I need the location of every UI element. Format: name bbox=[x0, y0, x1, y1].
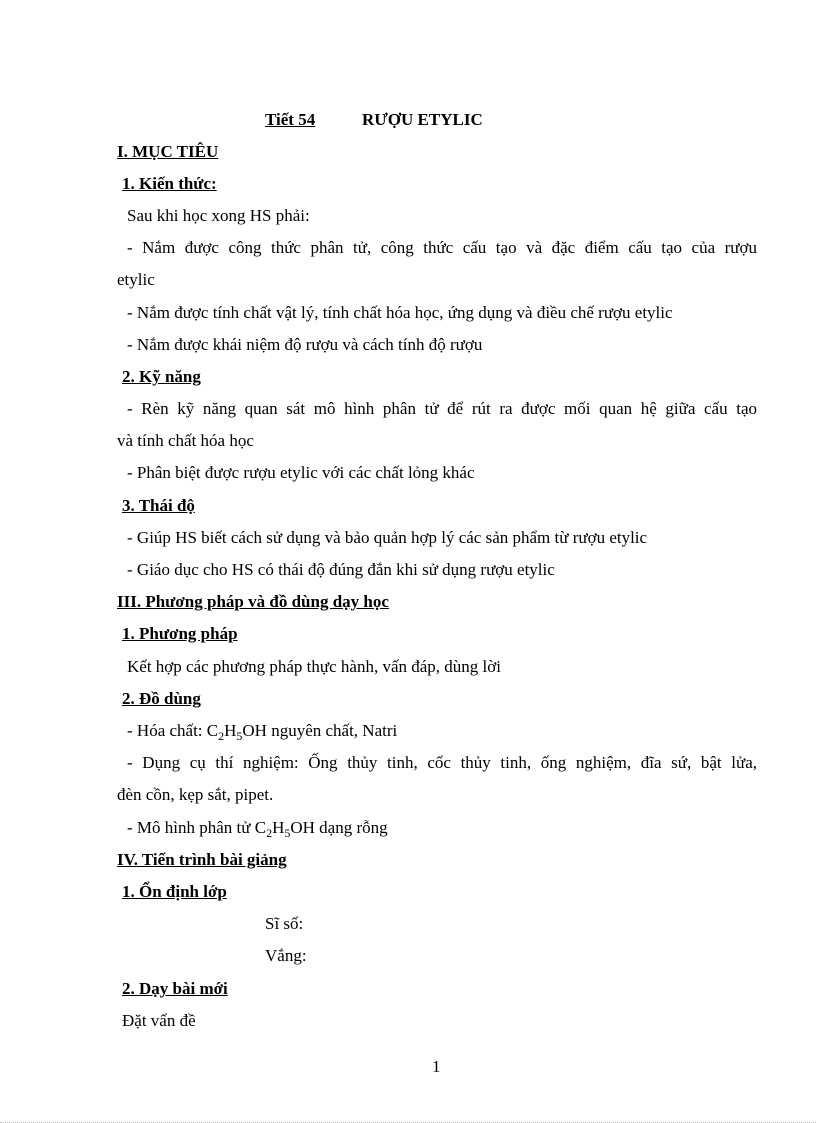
method-text: Kết hợp các phương pháp thực hành, vấn đáp, dùng lời bbox=[127, 657, 501, 676]
skills-item-1: - Rèn kỹ năng quan sát mô hình phân tử để rút ra được mối quan hệ giữa cấu tạo bbox=[127, 399, 757, 418]
skills-item-2: - Phân biệt được rượu etylic với các chất lỏng khác bbox=[127, 463, 475, 482]
subheading-method: 1. Phương pháp bbox=[122, 624, 238, 643]
tools-item-cont: đèn cồn, kẹp sắt, pipet. bbox=[117, 785, 274, 804]
knowledge-item-1-cont: etylic bbox=[117, 270, 155, 289]
attitude-item-2: - Giáo dục cho HS có thái độ đúng đắn khi sử dụng rượu etylic bbox=[127, 560, 555, 579]
page-number: 1 bbox=[432, 1057, 441, 1076]
subheading-new-lesson: 2. Dạy bài mới bbox=[122, 979, 228, 998]
section-heading-methods: III. Phương pháp và đồ dùng dạy học bbox=[117, 592, 389, 611]
subheading-equipment: 2. Đồ dùng bbox=[122, 689, 201, 708]
subheading-attitude: 3. Thái độ bbox=[122, 496, 195, 515]
subheading-knowledge: 1. Kiến thức: bbox=[122, 174, 217, 193]
section-heading-objectives: I. MỤC TIÊU bbox=[117, 142, 219, 161]
knowledge-item-1: - Nắm được công thức phân tử, công thức cấu tạo và đặc điểm cấu tạo của rượu bbox=[127, 238, 757, 257]
knowledge-item-2: - Nắm được tính chất vật lý, tính chất hóa học, ứng dụng và điều chế rượu etylic bbox=[127, 303, 673, 322]
section-heading-procedure: IV. Tiến trình bài giảng bbox=[117, 850, 287, 869]
tools-item: - Dụng cụ thí nghiệm: Ống thủy tinh, cốc thủy tinh, ống nghiệm, đĩa sứ, bật lửa, bbox=[127, 753, 757, 772]
model-item: - Mô hình phân tử $C_2H_5OH$ dạng rỗng bbox=[127, 818, 388, 840]
attitude-item-1: - Giúp HS biết cách sử dụng và bảo quản hợp lý các sản phẩm từ rượu etylic bbox=[127, 528, 648, 547]
knowledge-item-3: - Nắm được khái niệm độ rượu và cách tính độ rượu bbox=[127, 335, 483, 354]
attendance-count: Sĩ số: bbox=[265, 914, 304, 933]
subheading-class-setup: 1. Ổn định lớp bbox=[122, 882, 227, 901]
subheading-skills: 2. Kỹ năng bbox=[122, 367, 201, 386]
lesson-number: Tiết 54 bbox=[265, 110, 316, 129]
absent-count: Vắng: bbox=[265, 946, 307, 965]
lesson-title: RƯỢU ETYLIC bbox=[362, 110, 483, 129]
chemicals-item: - Hóa chất: $C_2H_5OH$ nguyên chất, Natri bbox=[127, 721, 398, 743]
skills-item-1-cont: và tính chất hóa học bbox=[117, 431, 254, 450]
new-lesson-text: Đặt vấn đề bbox=[122, 1011, 196, 1030]
knowledge-intro: Sau khi học xong HS phải: bbox=[127, 206, 310, 225]
